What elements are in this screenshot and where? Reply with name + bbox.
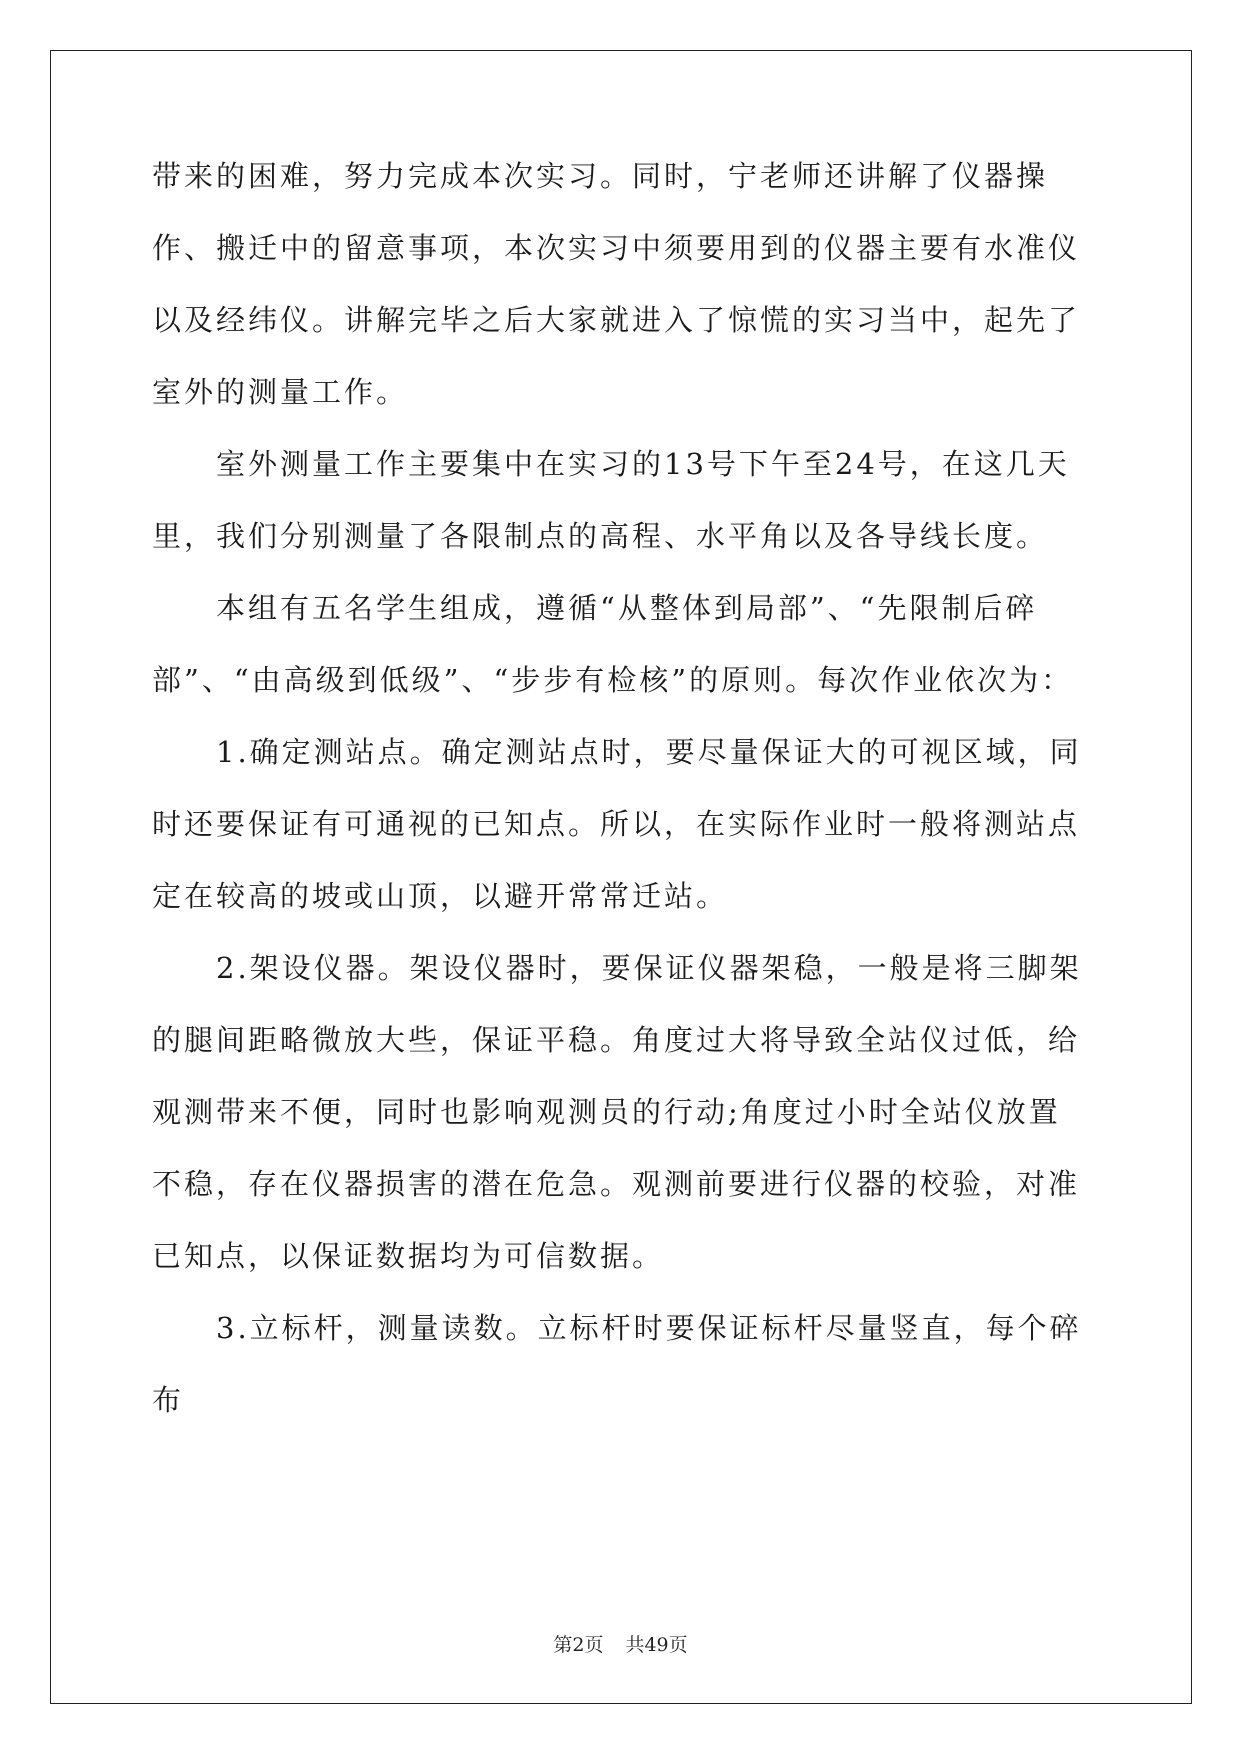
paragraph-6: 3.立标杆，测量读数。立标杆时要保证标杆尽量竖直，每个碎布 [152,1311,1082,1417]
total-pages: 共49页 [625,1634,688,1656]
paragraph-3: 本组有五名学生组成，遵循“从整体到局部”、“先限制后碎部”、“由高级到低级”、“步步有检核”的原则。每次作业依次为： [152,591,1074,697]
document-body [152,140,1092,1436]
paragraph-4: 1.确定测站点。确定测站点时，要尽量保证大的可视区域，同时还要保证有可通视的已知点。所以，在实际作业时一般将测站点定在较高的坡或山顶，以避开常常迁站。 [152,735,1082,913]
page-footer [0,1630,1241,1657]
paragraph-2: 室外测量工作主要集中在实习的13号下午至24号，在这几天里，我们分别测量了各限制点的高程、水平角以及各导线长度。 [152,447,1070,553]
paragraph-1: 带来的困难，努力完成本次实习。同时，宁老师还讲解了仪器操作、搬迁中的留意事项，本次实习中须要用到的仪器主要有水准仪以及经纬仪。讲解完毕之后大家就进入了惊慌的实习当中，起先了室外的测量工作。 [152,159,1081,409]
page-number: 第2页 [553,1634,604,1656]
paragraph-5: 2.架设仪器。架设仪器时，要保证仪器架稳，一般是将三脚架的腿间距略微放大些，保证平稳。角度过大将导致全站仪过低，给观测带来不便，同时也影响观测员的行动;角度过小时全站仪放置不稳，存在仪器损害的潜在危急。观测前要进行仪器的校验，对准已知点，以保证数据均为可信数据。 [152,951,1082,1273]
